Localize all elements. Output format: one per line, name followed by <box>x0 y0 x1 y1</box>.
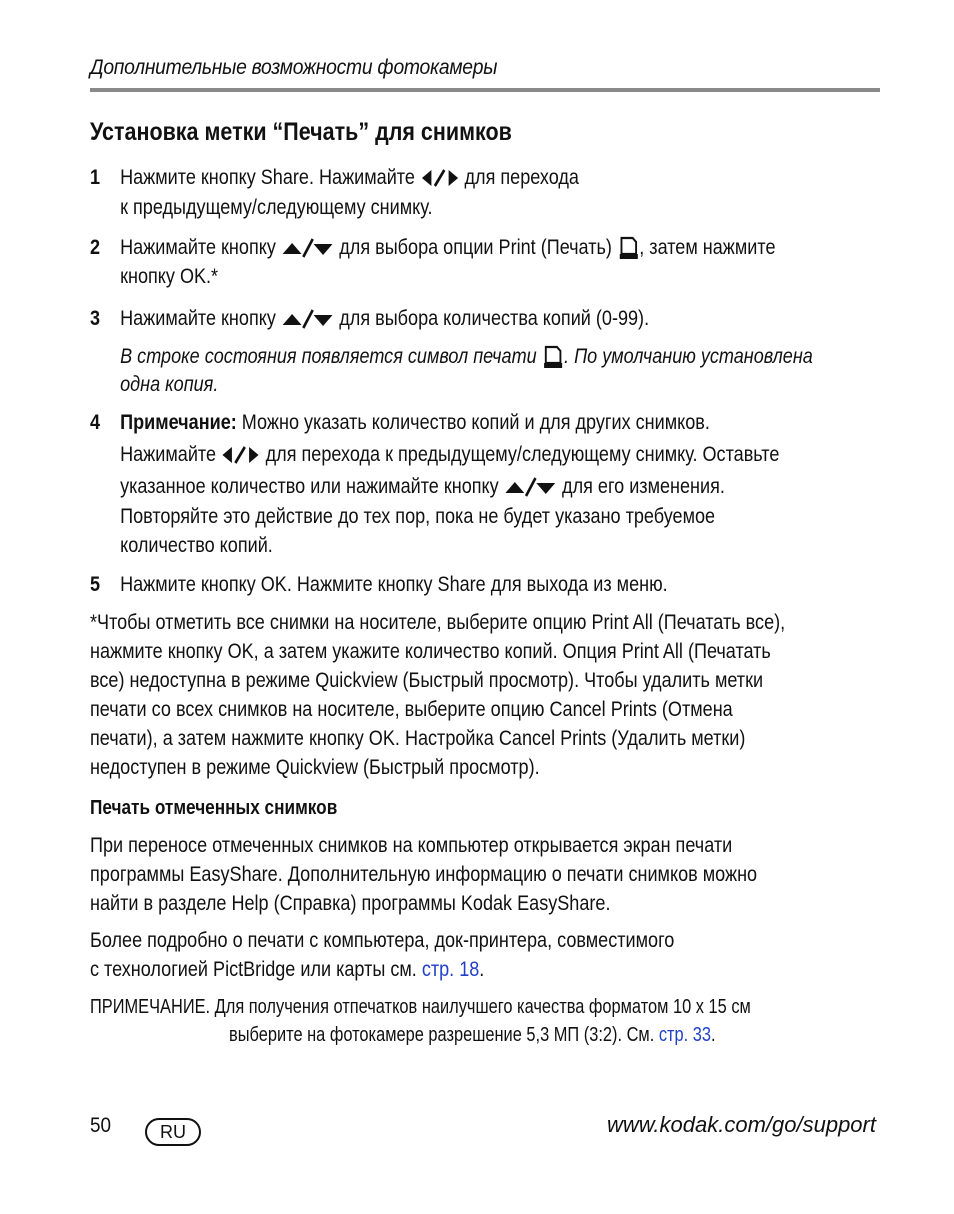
step-4-line-4: Повторяйте это действие до тех пор, пока не будет указано требуемое <box>120 505 716 528</box>
step-4-line-2: Нажимайте для перехода к предыдущему/следующему снимку. Оставьте <box>120 443 780 466</box>
print-icon <box>617 235 639 261</box>
up-down-arrows-icon <box>281 237 334 259</box>
step-number: 3 <box>90 307 101 330</box>
step-number: 4 <box>90 411 101 434</box>
print-icon <box>542 344 564 370</box>
section-subheading: Печать отмеченных снимков <box>90 797 338 819</box>
paragraph-line: программы EasyShare. Дополнительную информацию о печати снимков можно <box>90 863 758 886</box>
step-5: 5 Нажмите кнопку OK. Нажмите кнопку Share для выхода из меню. <box>90 570 668 599</box>
step-2-line-2: кнопку OK.* <box>120 265 219 288</box>
step-3-status-note: В строке состояния появляется символ печати . По умолчанию установлена <box>90 342 813 371</box>
left-right-arrows-icon <box>221 444 261 466</box>
page-18-link[interactable]: стр. 18 <box>421 958 480 981</box>
footnote-line: печати со всех снимков на носителе, выберите опцию Cancel Prints (Отмена <box>90 698 733 721</box>
support-url[interactable]: www.kodak.com/go/support <box>606 1112 876 1137</box>
step-2: 2 Нажимайте кнопку для выбора опции Print (Печать) , затем нажмите <box>90 233 776 262</box>
step-1: 1 Нажмите кнопку Share. Нажимайте для перехода <box>90 163 579 192</box>
footnote-line: нажмите кнопку OK, а затем укажите количество копий. Опция Print All (Печатать <box>90 640 771 663</box>
step-number: 2 <box>90 236 101 259</box>
step-1-line-2: к предыдущему/следующему снимку. <box>120 196 433 219</box>
header-rule <box>90 88 880 92</box>
step-4-line-3: указанное количество или нажимайте кнопку для его изменения. <box>120 475 725 498</box>
note-line-2: выберите на фотокамере разрешение 5,3 МП (3:2). См. стр. 33. <box>229 1024 716 1046</box>
step-number: 1 <box>90 166 101 189</box>
paragraph-line: Более подробно о печати с компьютера, док-принтера, совместимого <box>90 929 675 952</box>
left-right-arrows-icon <box>420 167 460 189</box>
note-label: Примечание: <box>120 411 237 434</box>
up-down-arrows-icon <box>504 476 557 498</box>
page-33-link[interactable]: стр. 33 <box>658 1024 712 1046</box>
paragraph-line: найти в разделе Help (Справка) программы Kodak EasyShare. <box>90 892 611 915</box>
step-4-line-5: количество копий. <box>120 534 273 557</box>
note-label: ПРИМЕЧАНИЕ. <box>90 996 211 1018</box>
page-title: Установка метки “Печать” для снимков <box>90 118 512 146</box>
step-4: 4 Примечание: Можно указать количество копий и для других снимков. <box>90 408 710 437</box>
manual-page <box>90 0 880 1214</box>
step-3: 3 Нажимайте кнопку для выбора количества копий (0-99). <box>90 304 649 333</box>
footnote-line: *Чтобы отметить все снимки на носителе, выберите опцию Print All (Печатать все), <box>90 611 786 634</box>
step-3-status-note-line-2: одна копия. <box>120 373 219 396</box>
paragraph-line: с технологией PictBridge или карты см. стр. 18. <box>90 958 485 981</box>
footnote-line: недоступен в режиме Quickview (Быстрый просмотр). <box>90 756 540 779</box>
up-down-arrows-icon <box>281 308 334 330</box>
footnote-line: все) недоступна в режиме Quickview (Быстрый просмотр). Чтобы удалить метки <box>90 669 764 692</box>
language-badge: RU <box>145 1118 201 1146</box>
step-number: 5 <box>90 573 101 596</box>
page-number: 50 <box>90 1114 112 1137</box>
paragraph-line: При переносе отмеченных снимков на компьютер открывается экран печати <box>90 834 733 857</box>
note-line-1: ПРИМЕЧАНИЕ. Для получения отпечатков наилучшего качества форматом 10 x 15 см <box>90 993 751 1022</box>
footnote-line: печати), а затем нажмите кнопку OK. Настройка Cancel Prints (Удалить метки) <box>90 727 746 750</box>
running-head: Дополнительные возможности фотокамеры <box>90 56 498 79</box>
